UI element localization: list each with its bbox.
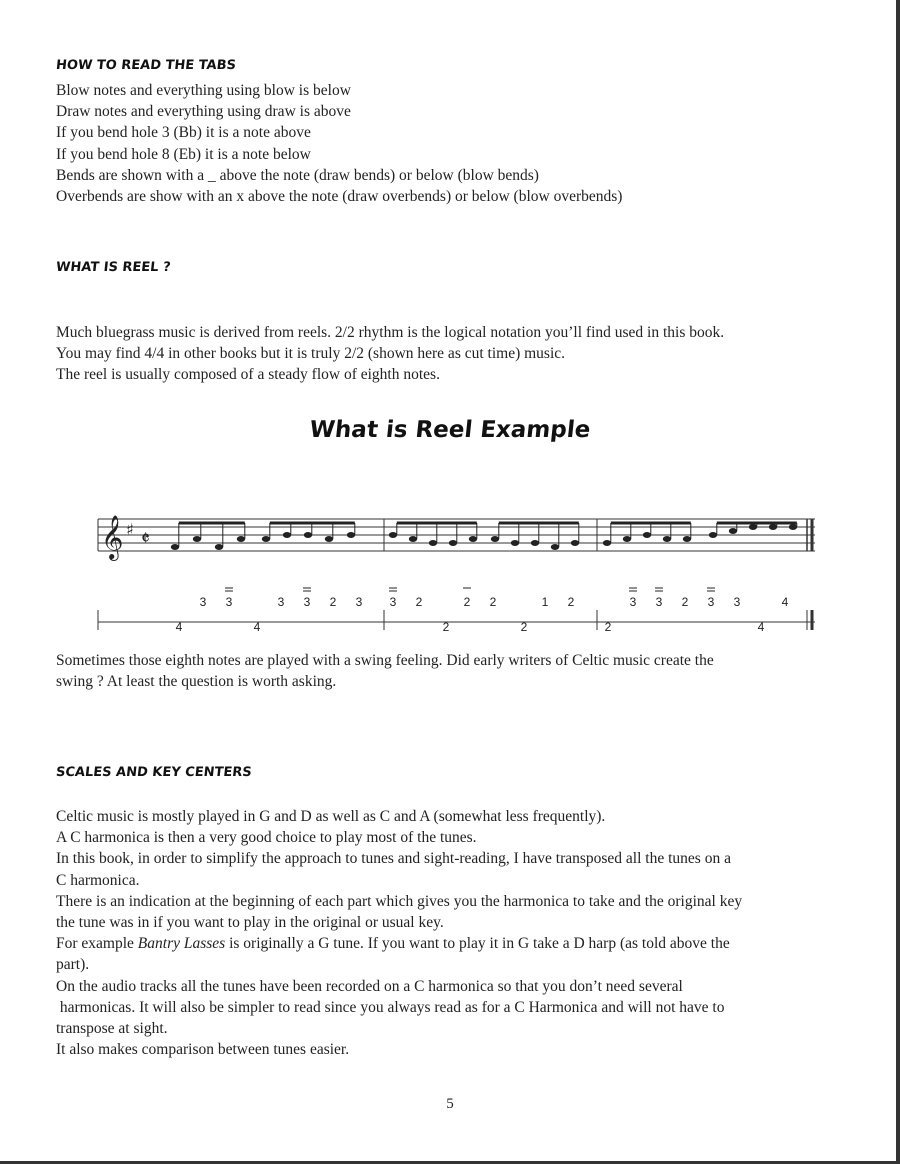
tabs-line: Blow notes and everything using blow is below: [56, 82, 351, 99]
note-head: [491, 536, 499, 542]
note-head: [511, 540, 519, 546]
key-sharp: ♯: [126, 520, 134, 539]
tab-draw-number: 3: [199, 595, 207, 609]
tab-draw-number: 3: [629, 595, 637, 609]
tab-blow-number: 4: [175, 620, 183, 634]
note-head: [709, 532, 717, 538]
scales-line: On the audio tracks all the tunes have been recorded on a C harmonica so that you don’t need several: [56, 977, 683, 995]
note-head: [643, 532, 651, 538]
tab-draw-number: 3: [303, 595, 311, 609]
note-head: [749, 524, 757, 530]
tab-draw-number: 2: [415, 595, 423, 609]
tab-blow-number: 4: [253, 620, 261, 634]
tab-draw-number: 2: [329, 595, 337, 609]
tabs-line: If you bend hole 8 (Eb) it is a note below: [56, 145, 311, 163]
note-head: [283, 532, 291, 538]
note-head: [429, 540, 437, 546]
note-head: [789, 524, 797, 530]
scales-line: transpose at sight.: [56, 1020, 168, 1038]
tab-draw-number: 2: [567, 595, 575, 609]
tab-draw-number: 4: [781, 595, 789, 609]
scales-line: part).: [56, 956, 90, 974]
note-head: [215, 544, 223, 550]
tab-draw-number: 3: [355, 595, 363, 609]
scales-line: harmonicas. It will also be simpler to read since you always read as for a C Harmonica and will not have to: [56, 998, 725, 1016]
note-head: [571, 540, 579, 546]
cut-time-symbol: 𝄵: [141, 526, 150, 550]
tab-numbers-group: [176, 588, 789, 634]
tune-title-italic: Bantry Lasses: [137, 935, 226, 953]
note-head: [449, 540, 457, 546]
scales-line: Celtic music is mostly played in G and D as well as C and A (somewhat less frequently).: [56, 808, 606, 825]
swing-line: swing ? At least the question is worth asking.: [56, 673, 337, 691]
tabs-line: If you bend hole 3 (Bb) it is a note above: [56, 124, 311, 142]
note-head: [409, 536, 417, 542]
heading-what-is-reel: WHAT IS REEL ?: [55, 260, 172, 275]
tab-draw-number: 3: [655, 595, 663, 609]
note-head: [325, 536, 333, 542]
example-suffix: is originally a G tune. If you want to play it in G take a D harp (as told above the: [225, 935, 730, 953]
tab-draw-number: 2: [681, 595, 689, 609]
tabs-line: Bends are shown with a _ above the note (draw bends) or below (blow bends): [56, 166, 539, 184]
tab-blow-number: 2: [604, 620, 612, 634]
note-head: [171, 544, 179, 550]
scales-line: the tune was in if you want to play in the original or usual key.: [56, 914, 444, 932]
tabs-line: Draw notes and everything using draw is above: [56, 103, 351, 121]
music-staff: [95, 505, 825, 635]
note-head: [237, 536, 245, 542]
example-prefix: For example: [56, 935, 138, 953]
note-head: [603, 540, 611, 546]
reel-line: You may find 4/4 in other books but it is truly 2/2 (shown here as cut time) music.: [56, 345, 566, 363]
tab-blow-number: 4: [757, 620, 765, 634]
tab-draw-number: 3: [277, 595, 285, 609]
tab-draw-number: 2: [463, 595, 471, 609]
tabs-paragraph: [56, 80, 856, 207]
note-head: [663, 536, 671, 542]
note-head: [262, 536, 270, 542]
scales-line: C harmonica.: [56, 871, 140, 889]
scales-line: There is an indication at the beginning of each part which gives you the harmonica to take and the original key: [56, 892, 743, 910]
note-head: [551, 544, 559, 550]
scales-line: In this book, in order to simplify the approach to tunes and sight-reading, I have transposed all the tunes on a: [56, 850, 731, 868]
scales-example-line: [56, 933, 856, 954]
note-head: [193, 536, 201, 542]
tab-draw-number: 3: [733, 595, 741, 609]
treble-clef: 𝄞: [101, 515, 124, 559]
note-head: [469, 536, 477, 542]
page-edge-right: [896, 0, 900, 1164]
swing-line: Sometimes those eighth notes are played with a swing feeling. Did early writers of Celtic music create the: [56, 652, 714, 669]
note-head: [389, 532, 397, 538]
tab-draw-number: 1: [541, 595, 549, 609]
swing-paragraph: [56, 650, 856, 692]
note-head: [531, 540, 539, 546]
note-head: [769, 524, 777, 530]
tab-blow-number: 2: [442, 620, 450, 634]
reel-line: Much bluegrass music is derived from reels. 2/2 rhythm is the logical notation you’ll find used in this book.: [56, 324, 725, 341]
tabs-line: Overbends are show with an x above the note (draw overbends) or below (blow overbends): [56, 188, 623, 206]
scales-line: A C harmonica is then a very good choice to play most of the tunes.: [56, 829, 477, 847]
scales-paragraph: [56, 806, 856, 1060]
tab-draw-number: 3: [707, 595, 715, 609]
page-number: 5: [446, 1096, 454, 1112]
note-head: [729, 528, 737, 534]
heading-scales-key-centers: SCALES AND KEY CENTERS: [55, 765, 253, 780]
note-head: [304, 532, 312, 538]
tab-draw-number: 2: [489, 595, 497, 609]
tab-blow-number: 2: [520, 620, 528, 634]
example-title: What is Reel Example: [308, 417, 592, 443]
reel-paragraph: [56, 322, 856, 386]
tab-draw-number: 3: [225, 595, 233, 609]
heading-how-to-read-tabs: HOW TO READ THE TABS: [55, 58, 237, 73]
tab-draw-number: 3: [389, 595, 397, 609]
scales-line: It also makes comparison between tunes easier.: [56, 1041, 350, 1059]
note-head: [347, 532, 355, 538]
note-head: [623, 536, 631, 542]
reel-line: The reel is usually composed of a steady flow of eighth notes.: [56, 366, 440, 384]
note-head: [683, 536, 691, 542]
